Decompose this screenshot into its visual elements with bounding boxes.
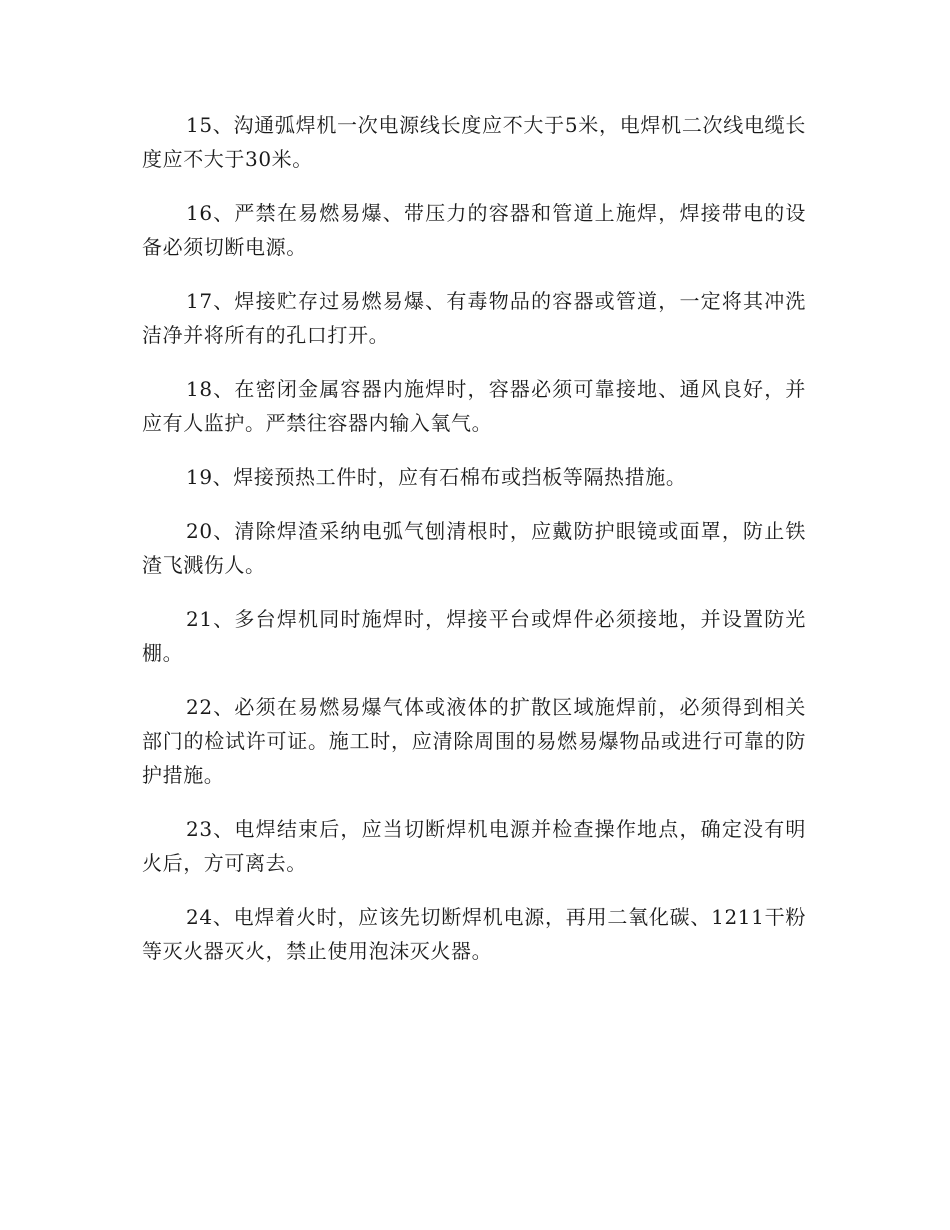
paragraph-item-16: 16、严禁在易燃易爆、带压力的容器和管道上施焊，焊接带电的设备必须切断电源。 (142, 201, 806, 259)
paragraph-item-23: 23、电焊结束后，应当切断焊机电源并检查操作地点，确定没有明火后，方可离去。 (142, 817, 806, 875)
document-body (142, 108, 806, 988)
paragraph-item-17: 17、焊接贮存过易燃易爆、有毒物品的容器或管道，一定将其冲洗洁净并将所有的孔口打开。 (142, 289, 806, 347)
paragraph-item-18: 18、在密闭金属容器内施焊时，容器必须可靠接地、通风良好，并应有人监护。严禁往容器内输入氧气。 (142, 377, 806, 435)
paragraph-item-24: 24、电焊着火时，应该先切断焊机电源，再用二氧化碳、1211干粉等灭火器灭火，禁止使用泡沫灭火器。 (142, 905, 806, 963)
paragraph-item-21: 21、多台焊机同时施焊时，焊接平台或焊件必须接地，并设置防光棚。 (142, 607, 806, 665)
paragraph-item-22: 22、必须在易燃易爆气体或液体的扩散区域施焊前，必须得到相关部门的检试许可证。施工时，应清除周围的易燃易爆物品或进行可靠的防护措施。 (142, 695, 806, 787)
paragraph-item-19: 19、焊接预热工件时，应有石棉布或挡板等隔热措施。 (186, 465, 687, 489)
paragraph-item-20: 20、清除焊渣采纳电弧气刨清根时，应戴防护眼镜或面罩，防止铁渣飞溅伤人。 (142, 519, 806, 577)
paragraph-item-15: 15、沟通弧焊机一次电源线长度应不大于5米，电焊机二次线电缆长度应不大于30米。 (142, 113, 806, 171)
